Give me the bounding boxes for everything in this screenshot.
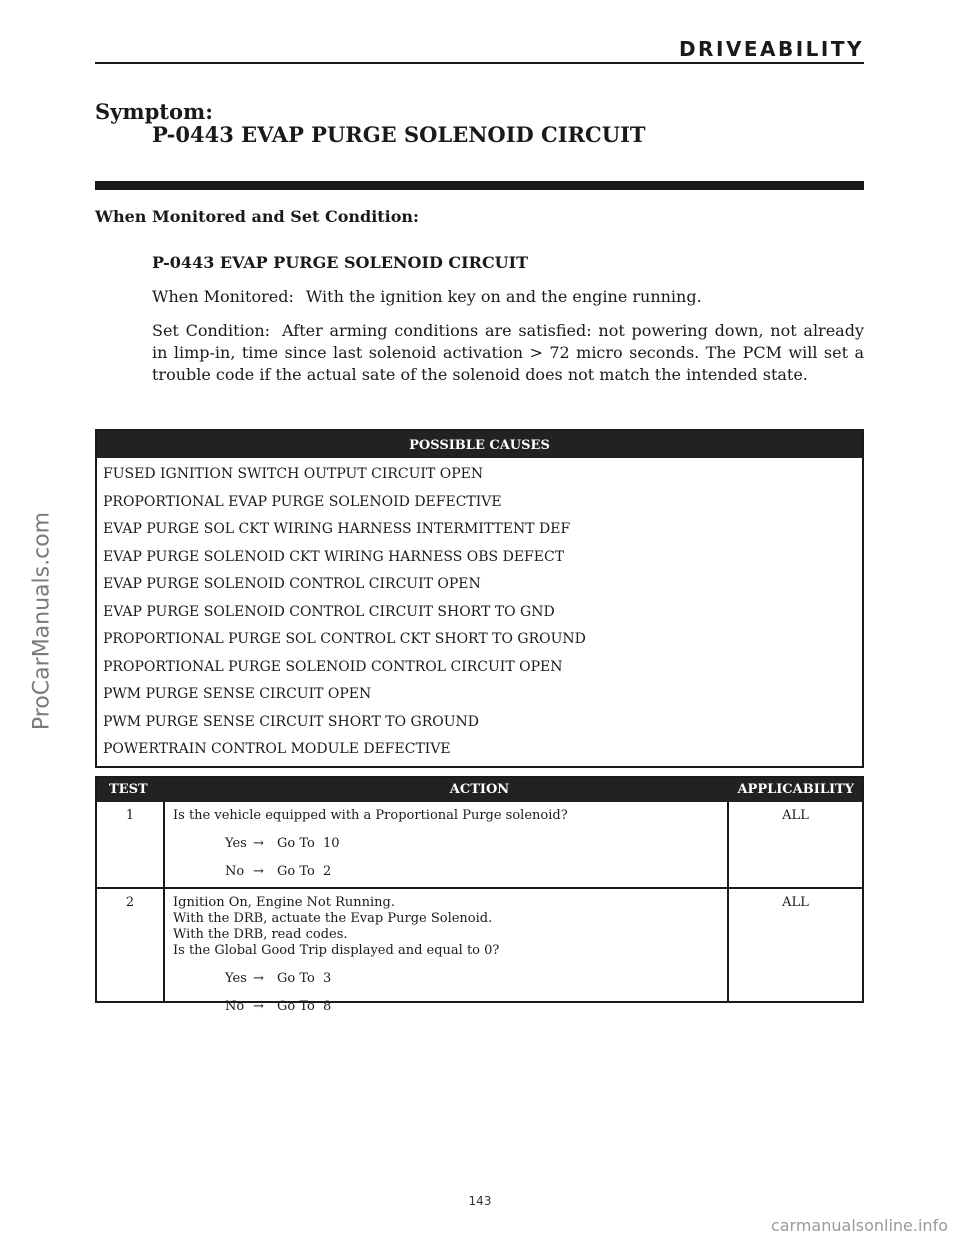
branch-target: 3 [323,971,332,986]
set-condition-label: Set Condition: [152,321,271,340]
test-table [95,776,864,1014]
side-watermark: ProCarManuals.com [29,511,55,731]
possible-causes-table [95,429,864,768]
symptom-title: P-0443 EVAP PURGE SOLENOID CIRCUIT [152,122,646,147]
when-monitored [152,286,864,308]
branch-target: 2 [323,864,332,879]
cause-item: PROPORTIONAL EVAP PURGE SOLENOID DEFECTIVE [103,493,502,510]
conditions-block [152,252,864,398]
branch-yes-label: Yes [225,971,247,986]
cause-item: PROPORTIONAL PURGE SOL CONTROL CKT SHORT TO GROUND [103,631,586,647]
table-row [97,802,862,887]
arrow-right-icon: → [253,864,264,879]
cause-item: EVAP PURGE SOLENOID CKT WIRING HARNESS OBS DEFECT [103,548,565,565]
branch-goto: Go To [277,999,315,1014]
action-line: With the DRB, actuate the Evap Purge Solenoid. [173,911,493,926]
cause-item: EVAP PURGE SOLENOID CONTROL CIRCUIT SHORT TO GND [103,603,555,620]
branch-yes [225,971,727,987]
conditions-code-title: P-0443 EVAP PURGE SOLENOID CIRCUIT [152,253,529,272]
cause-item: POWERTRAIN CONTROL MODULE DEFECTIVE [103,741,451,757]
when-monitored-text: With the ignition key on and the engine running. [305,287,702,306]
cause-item: PWM PURGE SENSE CIRCUIT OPEN [103,686,372,702]
when-monitored-label: When Monitored: [152,287,294,306]
set-condition [152,320,864,386]
arrow-right-icon: → [253,971,264,986]
test-number: 1 [97,802,165,887]
cause-item: PWM PURGE SENSE CIRCUIT SHORT TO GROUND [103,713,479,730]
action-line: Is the vehicle equipped with a Proportional Purge solenoid? [173,808,568,823]
test-applicability: ALL [782,808,809,823]
branch-target: 10 [323,836,340,851]
section-divider [95,181,864,190]
symptom-label: Symptom: [95,99,213,124]
cause-item: PROPORTIONAL PURGE SOLENOID CONTROL CIRCUIT OPEN [103,658,563,675]
possible-causes-heading: POSSIBLE CAUSES [97,431,862,458]
column-header-test: TEST [109,782,148,797]
table-row [97,887,862,1014]
action-line: With the DRB, read codes. [173,927,348,942]
header-rule [95,62,864,64]
column-header-action: ACTION [449,782,510,797]
possible-causes-list [97,458,862,766]
branch-yes-label: Yes [225,836,247,851]
page-number: 143 [468,1194,492,1208]
cause-item: EVAP PURGE SOLENOID CONTROL CIRCUIT OPEN [103,576,481,592]
branch-no [225,864,727,880]
test-rows [97,802,862,1014]
test-action [165,889,729,1014]
branch-yes [225,836,727,852]
branch-no-label: No [225,864,245,879]
arrow-right-icon: → [253,999,264,1014]
branch-target: 8 [323,999,332,1014]
bottom-watermark: carmanualsonline.info [770,1216,948,1235]
branch-no-label: No [225,999,245,1014]
branch-goto: Go To [277,864,315,879]
arrow-right-icon: → [253,836,264,851]
action-line: Is the Global Good Trip displayed and equal to 0? [173,943,500,958]
test-applicability: ALL [782,895,809,910]
branch-no [225,999,727,1015]
branch-goto: Go To [277,836,315,851]
test-number: 2 [97,889,165,1001]
set-condition-text: After arming conditions are satisfied: not powering down, not already in limp-in, time since last solenoid activation > 72 micro seconds. The PCM will set a trouble code if the actual sate of the solenoid does not match the intended state. [152,321,864,384]
test-action [165,802,729,887]
branch-goto: Go To [277,971,315,986]
section-header: DRIVEABILITY [678,37,864,61]
cause-item: FUSED IGNITION SWITCH OUTPUT CIRCUIT OPEN [103,466,484,482]
cause-item: EVAP PURGE SOL CKT WIRING HARNESS INTERMITTENT DEF [103,521,571,537]
test-table-header [97,778,862,802]
action-line: Ignition On, Engine Not Running. [173,895,395,910]
column-header-applicability: APPLICABILITY [737,782,854,797]
conditions-heading: When Monitored and Set Condition: [95,207,419,226]
